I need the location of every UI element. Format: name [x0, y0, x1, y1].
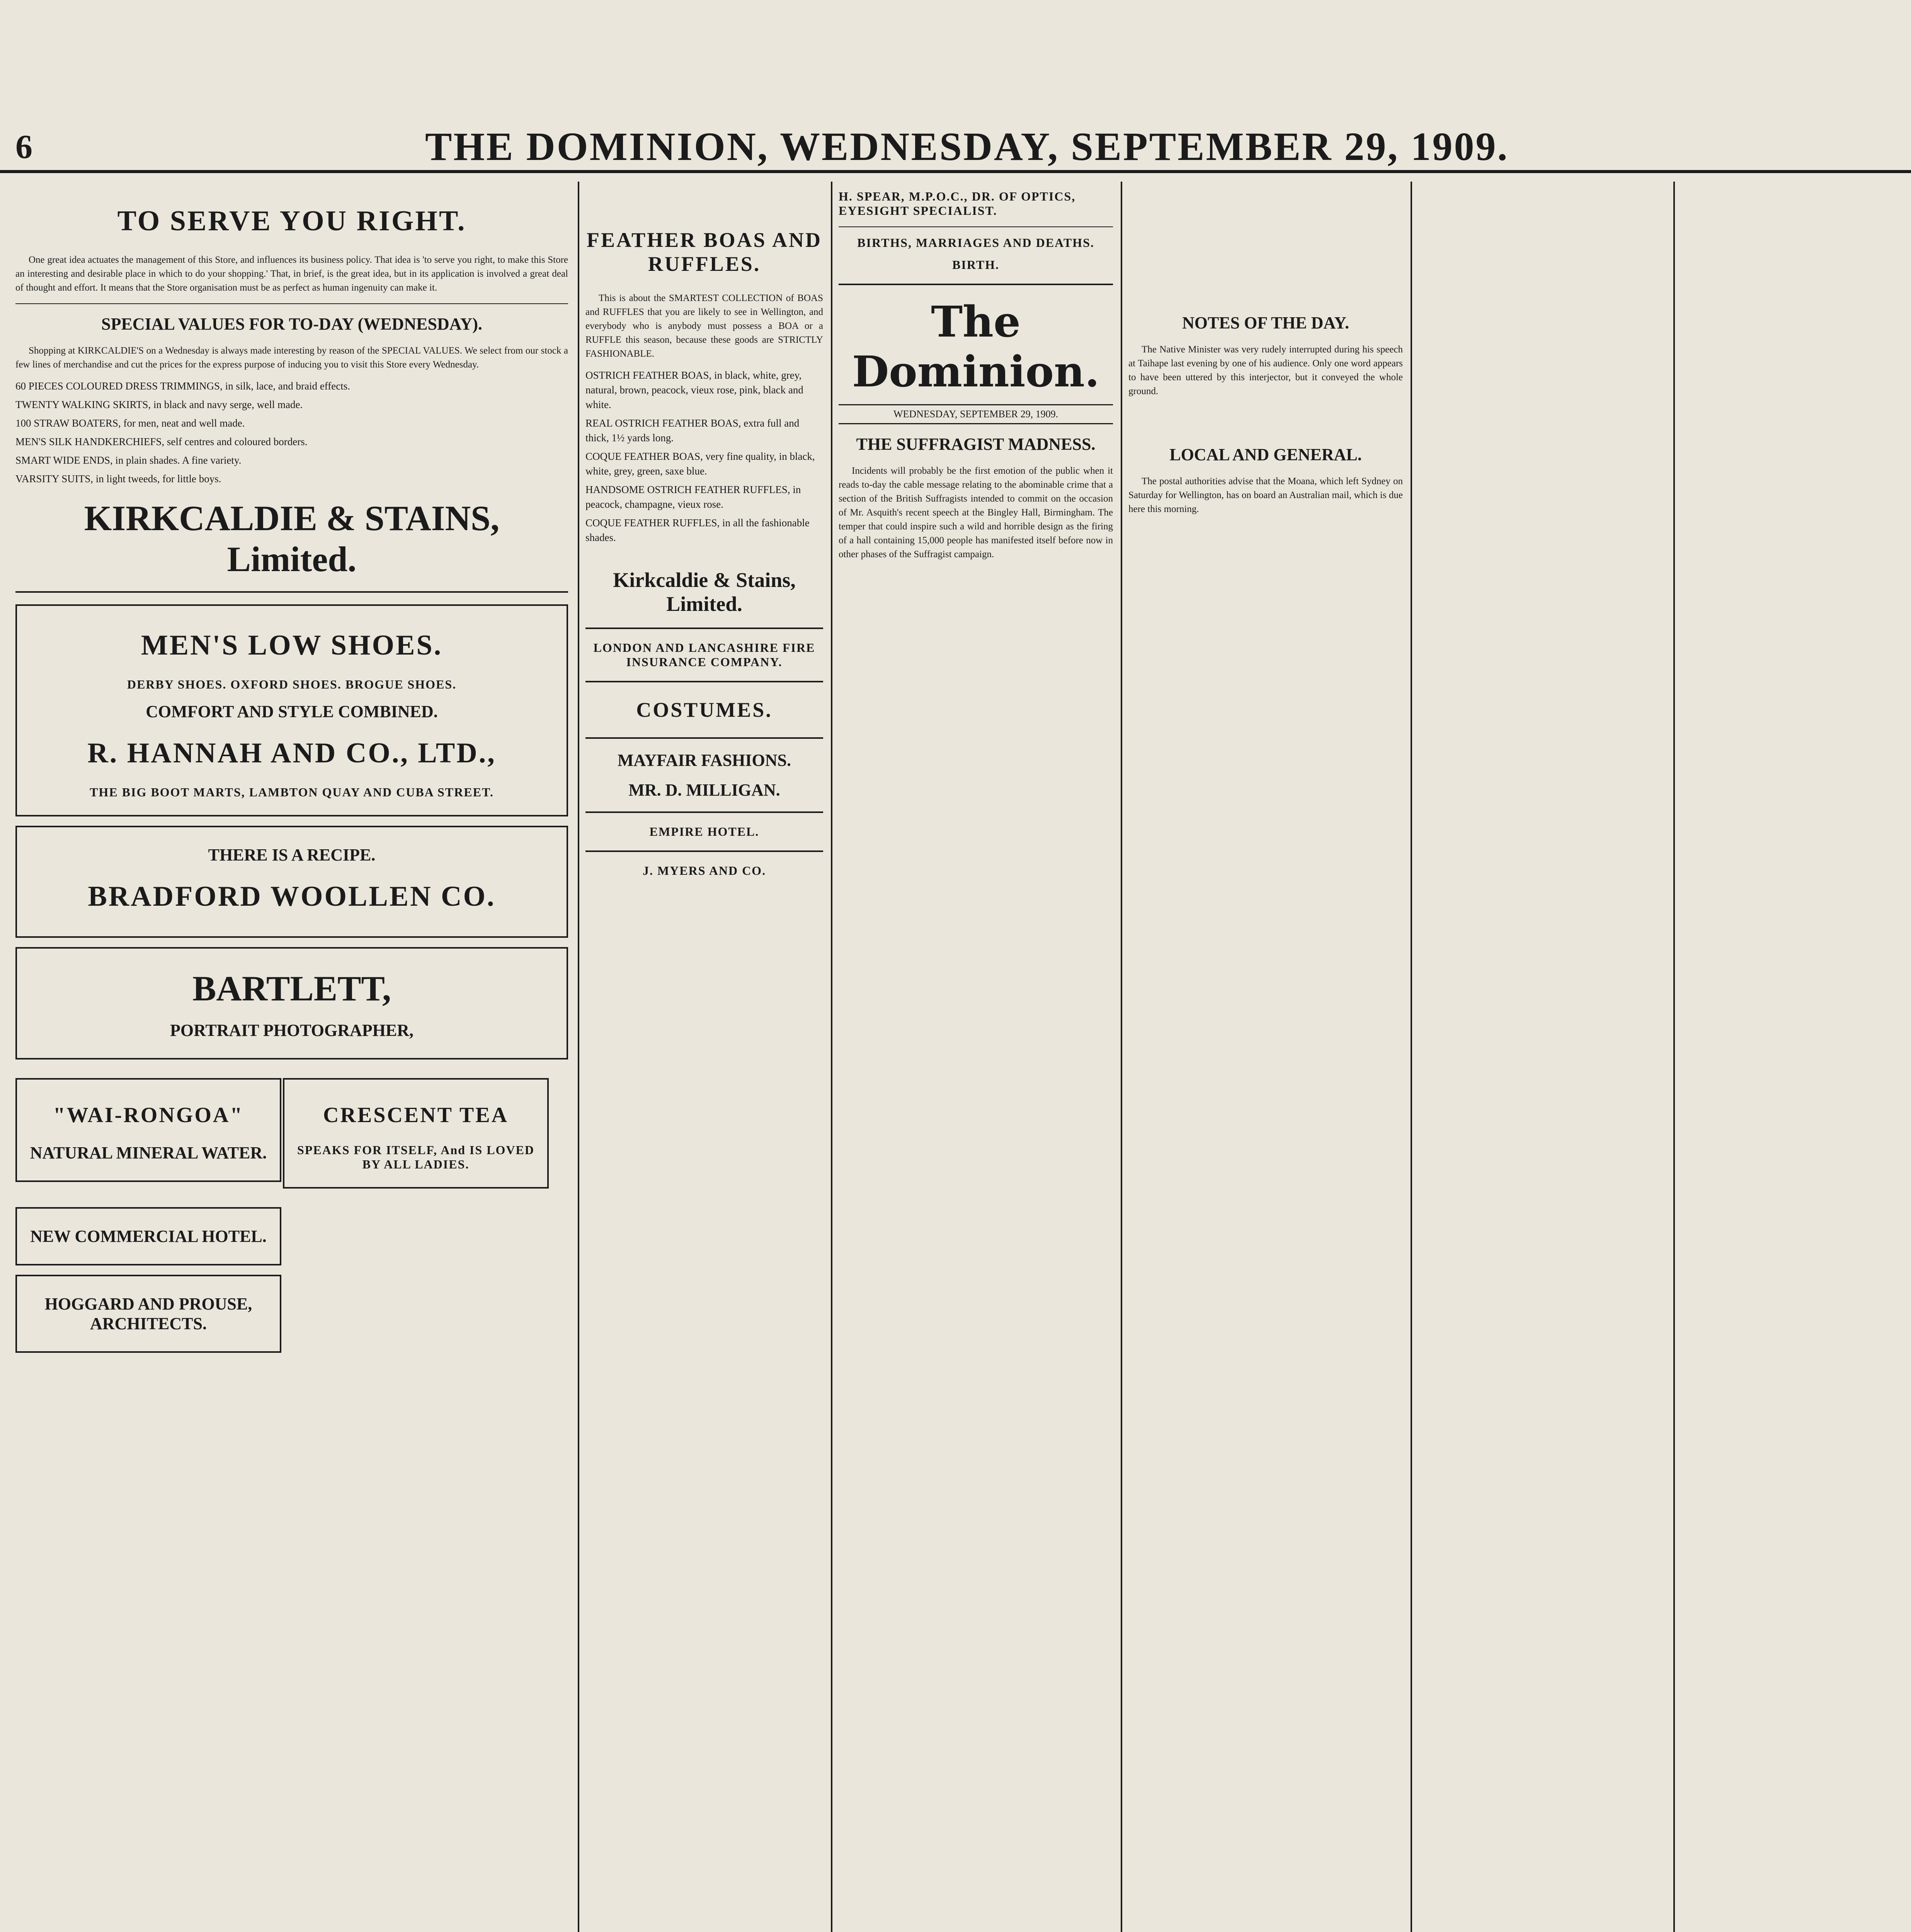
local-text: The postal authorities advise that the Moana, which left Sydney on Saturday for Wellington, has on board an Australian mail, which is due here this morning.	[1128, 476, 1403, 514]
birth-subheading: BIRTH.	[952, 258, 999, 272]
column-editorial	[839, 182, 1113, 1932]
divider	[839, 226, 1113, 227]
hannah-sub: THE BIG BOOT MARTS, LAMBTON QUAY AND CUBA STREET.	[90, 785, 494, 799]
list-item: TWENTY WALKING SKIRTS, in black and navy serge, well made.	[15, 399, 303, 410]
mayfair-heading: MAYFAIR FASHIONS.	[617, 751, 791, 770]
divider	[839, 284, 1113, 285]
divider	[585, 737, 823, 739]
divider	[585, 628, 823, 629]
notes-text: The Native Minister was very rudely interrupted during his speech at Taihape last evening by one of his audience. Only one word appears to have been uttered by this interjector, but it conveyed the whole ground.	[1128, 344, 1403, 396]
spear-ad: H. SPEAR, M.P.O.C., DR. OF OPTICS, EYESIGHT SPECIALIST.	[839, 189, 1076, 218]
costumes-heading: COSTUMES.	[636, 698, 773, 721]
list-item: SMART WIDE ENDS, in plain shades. A fine variety.	[15, 454, 242, 466]
wairongoa-ad	[15, 1078, 281, 1182]
milligan-heading: MR. D. MILLIGAN.	[628, 781, 780, 799]
list-item: REAL OSTRICH FEATHER BOAS, extra full and thick, 1½ yards long.	[585, 417, 800, 444]
serve-text: One great idea actuates the management of this Store, and influences its business policy. That idea is 'to serve you right, to make this Store an interesting and desirable place in which to do your shopping.' That, in brief, is the great idea, but in its application is involved a great deal of thought and effort. It means that the Store organisation must be as perfect as human ingenuity can make it.	[15, 255, 568, 293]
empire-heading: EMPIRE HOTEL.	[649, 825, 759, 838]
list-item: OSTRICH FEATHER BOAS, in black, white, grey, natural, brown, peacock, vieux rose, pink, black and white.	[585, 369, 803, 410]
divider	[585, 811, 823, 813]
list-item: COQUE FEATHER RUFFLES, in all the fashionable shades.	[585, 517, 810, 543]
divider	[585, 681, 823, 682]
column-rule	[831, 182, 832, 1932]
list-item: 60 PIECES COLOURED DRESS TRIMMINGS, in silk, lace, and braid effects.	[15, 380, 350, 392]
editorial-heading: THE SUFFRAGIST MADNESS.	[856, 435, 1096, 454]
bartlett-heading: BARTLETT,	[192, 969, 391, 1008]
recipe-heading: THERE IS A RECIPE.	[208, 845, 376, 864]
kirkcaldie-logo: Kirkcaldie & Stains, Limited.	[613, 568, 796, 616]
bartlett-ad	[15, 947, 568, 1060]
hannah-heading: R. HANNAH AND CO., LTD.,	[87, 737, 496, 769]
list-item: MEN'S SILK HANDKERCHIEFS, self centres and coloured borders.	[15, 436, 308, 447]
column-rule	[578, 182, 579, 1932]
list-item: COQUE FEATHER BOAS, very fine quality, in black, white, grey, green, saxe blue.	[585, 451, 815, 477]
hotel-heading: NEW COMMERCIAL HOTEL.	[30, 1227, 267, 1246]
divider	[15, 303, 568, 304]
recipe-ad	[15, 826, 568, 938]
portrait-heading: PORTRAIT PHOTOGRAPHER,	[170, 1021, 414, 1040]
feather-text: This is about the SMARTEST COLLECTION of BOAS and RUFFLES that you are likely to see in Wellington, and everybody who is anybody must possess a BOA or a RUFFLE this season, because these goods are STRICTLY FASHIONABLE.	[585, 293, 823, 359]
dateline: WEDNESDAY, SEPTEMBER 29, 1909.	[839, 404, 1113, 424]
masthead	[0, 124, 1911, 173]
insurance-heading: LONDON AND LANCASHIRE FIRE INSURANCE COMPANY.	[593, 641, 815, 669]
column-local	[1418, 182, 1666, 1932]
paper-title: The Dominion.	[852, 297, 1100, 396]
crescent-sub: SPEAKS FOR ITSELF, And IS LOVED BY ALL LADIES.	[297, 1143, 534, 1171]
wairongoa-sub: NATURAL MINERAL WATER.	[30, 1143, 267, 1162]
hoggard-ad	[15, 1275, 281, 1353]
myers-heading: J. MYERS AND CO.	[642, 864, 766, 878]
column-notes	[1128, 182, 1403, 1932]
special-text: Shopping at KIRKCALDIE'S on a Wednesday is always made interesting by reason of the SPECIAL VALUES. We select from our stock a few lines of merchandise and cut the prices for the express purpose of inducing you to visit this Store every Wednesday.	[15, 345, 568, 370]
masthead-title: THE DOMINION, WEDNESDAY, SEPTEMBER 29, 1909.	[425, 124, 1509, 169]
notes-heading: NOTES OF THE DAY.	[1182, 313, 1349, 332]
column-rule	[1673, 182, 1675, 1932]
crescent-heading: CRESCENT TEA	[323, 1103, 509, 1127]
births-heading: BIRTHS, MARRIAGES AND DEATHS.	[857, 236, 1094, 250]
hoggard-heading: HOGGARD AND PROUSE, ARCHITECTS.	[44, 1294, 252, 1333]
hotel-ad	[15, 1207, 281, 1265]
comfort-heading: COMFORT AND STYLE COMBINED.	[146, 702, 438, 721]
editorial-text: Incidents will probably be the first emotion of the public when it reads to-day the cable message relating to the abominable crime that a section of the British Suffragists intended to commit on the occasion of Mr. Asquith's recent speech at the Bingley Hall, Birmingham. The temper that could inspire such a wild and horrible design as the firing of a hall containing 15,000 people has manifested itself before now in other phases of the Suffragist campaign.	[839, 466, 1113, 560]
column-kirkcaldie	[15, 182, 568, 1932]
wairongoa-heading: "WAI-RONGOA"	[53, 1103, 244, 1127]
list-item: VARSITY SUITS, in light tweeds, for little boys.	[15, 473, 221, 485]
divider	[585, 850, 823, 852]
local-heading: LOCAL AND GENERAL.	[1169, 445, 1362, 464]
divider	[15, 591, 568, 593]
column-rule	[1411, 182, 1412, 1932]
feather-heading: FEATHER BOAS AND RUFFLES.	[586, 228, 822, 276]
special-heading: SPECIAL VALUES FOR TO-DAY (WEDNESDAY).	[101, 315, 482, 333]
column-feather	[585, 182, 823, 1932]
list-item: 100 STRAW BOATERS, for men, neat and well made.	[15, 417, 245, 429]
serve-heading: TO SERVE YOU RIGHT.	[117, 205, 466, 237]
list-item: HANDSOME OSTRICH FEATHER RUFFLES, in peacock, champagne, vieux rose.	[585, 484, 801, 510]
shoes-heading: MEN'S LOW SHOES.	[141, 629, 443, 661]
page-number: 6	[15, 128, 32, 166]
kirkcaldie-logo: KIRKCALDIE & STAINS, Limited.	[84, 498, 500, 579]
shoes-ad	[15, 604, 568, 816]
column-rule	[1121, 182, 1122, 1932]
bradford-heading: BRADFORD WOOLLEN CO.	[88, 881, 496, 912]
shoes-sub: DERBY SHOES. OXFORD SHOES. BROGUE SHOES.	[127, 677, 457, 691]
crescent-ad	[283, 1078, 549, 1189]
